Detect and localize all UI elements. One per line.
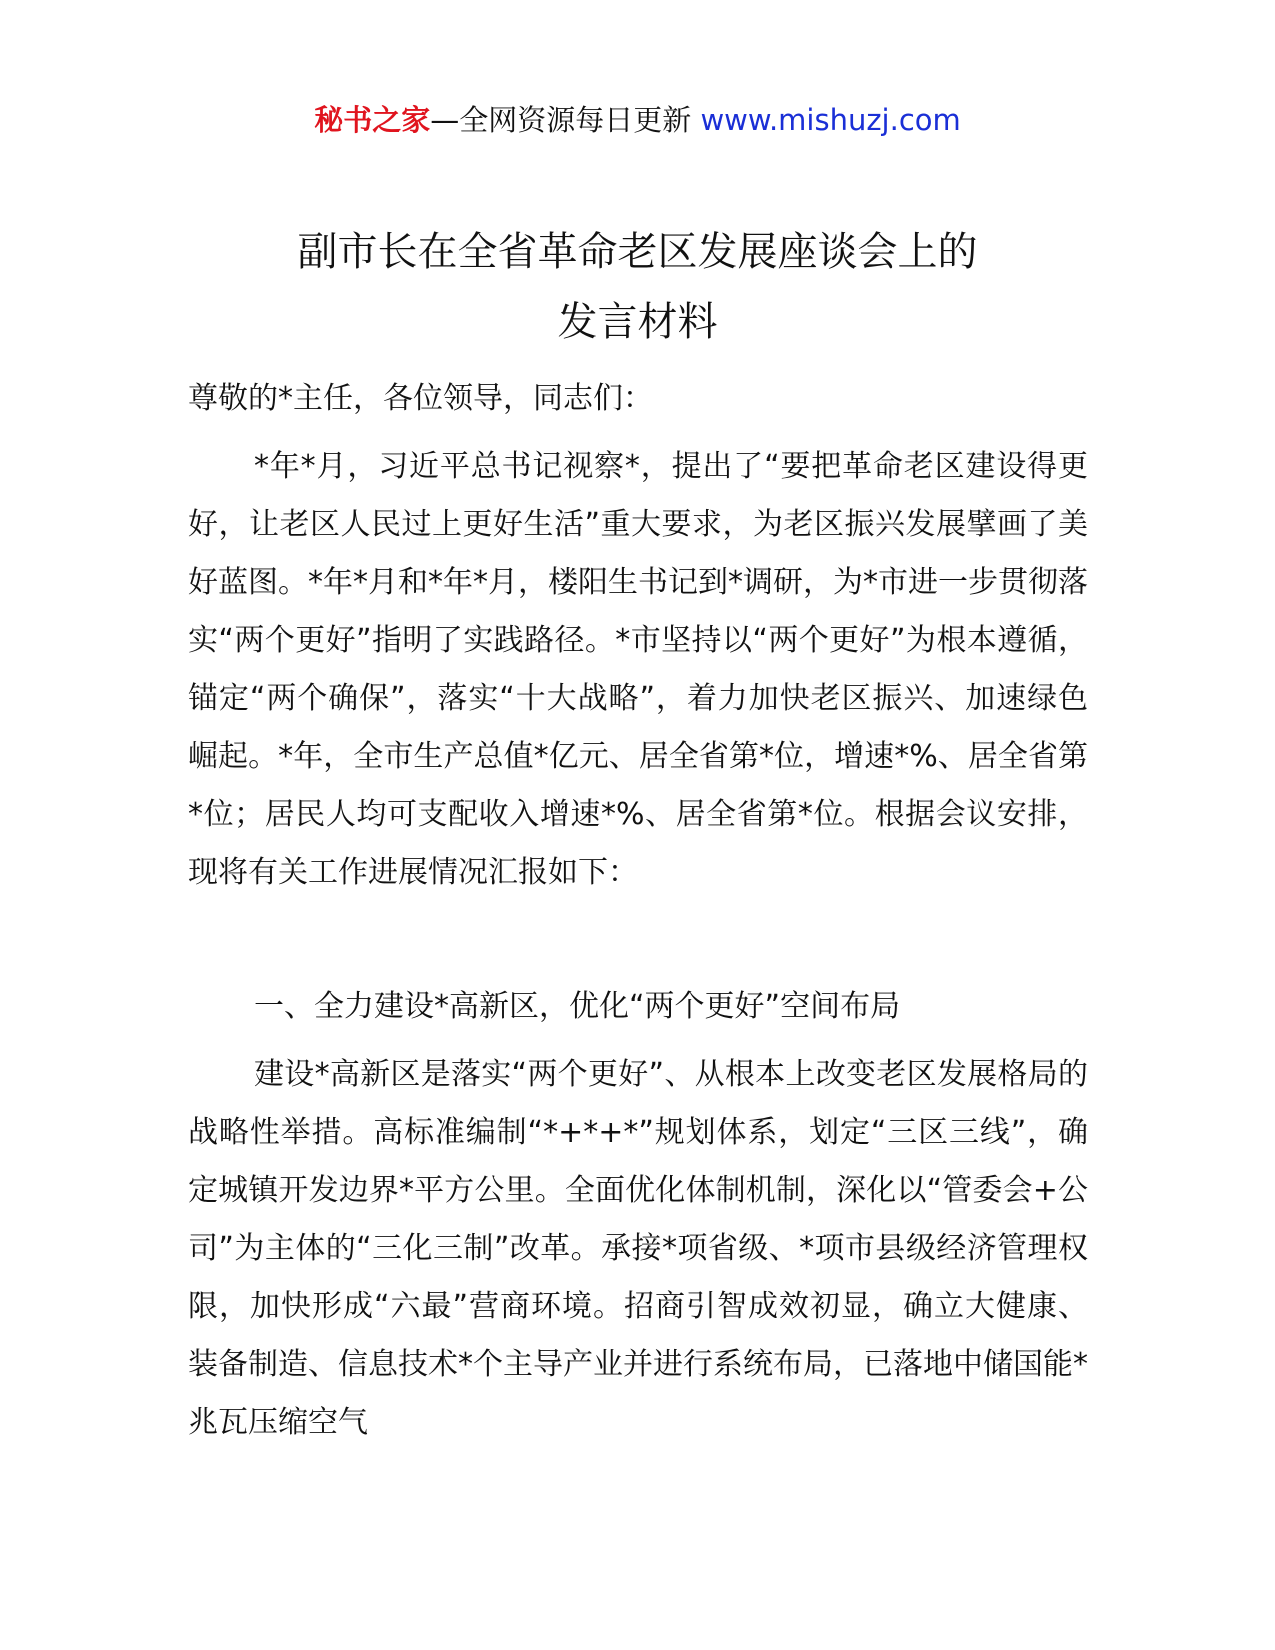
site-header (0, 100, 1275, 140)
paragraph-section-1: 建设*高新区是落实“两个更好”、从根本上改变老区发展格局的战略性举措。高标准编制“*+*+*”规划体系，划定“三区三线”，确定城镇开发边界*平方公里。全面优化体制机制，深化以“管委会+公司”为主体的“三化三制”改革。承接*项省级、*项市县级经济管理权限，加快形成“六最”营商环境。招商引智成效初显，确立大健康、装备制造、信息技术*个主导产业并进行系统布局，已落地中储国能*兆瓦压缩空气 (188, 1057, 1088, 1440)
section-heading-1: 一、全力建设*高新区，优化“两个更好”空间布局 (254, 989, 901, 1024)
salutation: 尊敬的*主任，各位领导，同志们： (188, 381, 653, 416)
brand-name: 秘书之家 (314, 103, 431, 137)
document-title-line-2: 发言材料 (557, 299, 718, 345)
paragraph-intro: *年*月，习近平总书记视察*，提出了“要把革命老区建设得更好，让老区人民过上更好生活”重大要求，为老区振兴发展擘画了美好蓝图。*年*月和*年*月，楼阳生书记到*调研，为*市进一步贯彻落实“两个更好”指明了实践路径。*市坚持以“两个更好”为根本遵循，锚定“两个确保”，落实“十大战略”，着力加快老区振兴、加速绿色崛起。*年，全市生产总值*亿元、居全省第*位，增速*%、居全省第*位；居民人均可支配收入增速*%、居全省第*位。根据会议安排，现将有关工作进展情况汇报如下： (188, 449, 1088, 890)
header-url-link[interactable]: www.mishuzj.com (700, 103, 961, 137)
document-title-line-1: 副市长在全省革命老区发展座谈会上的 (297, 229, 978, 275)
header-tagline: —全网资源每日更新 (430, 103, 692, 137)
